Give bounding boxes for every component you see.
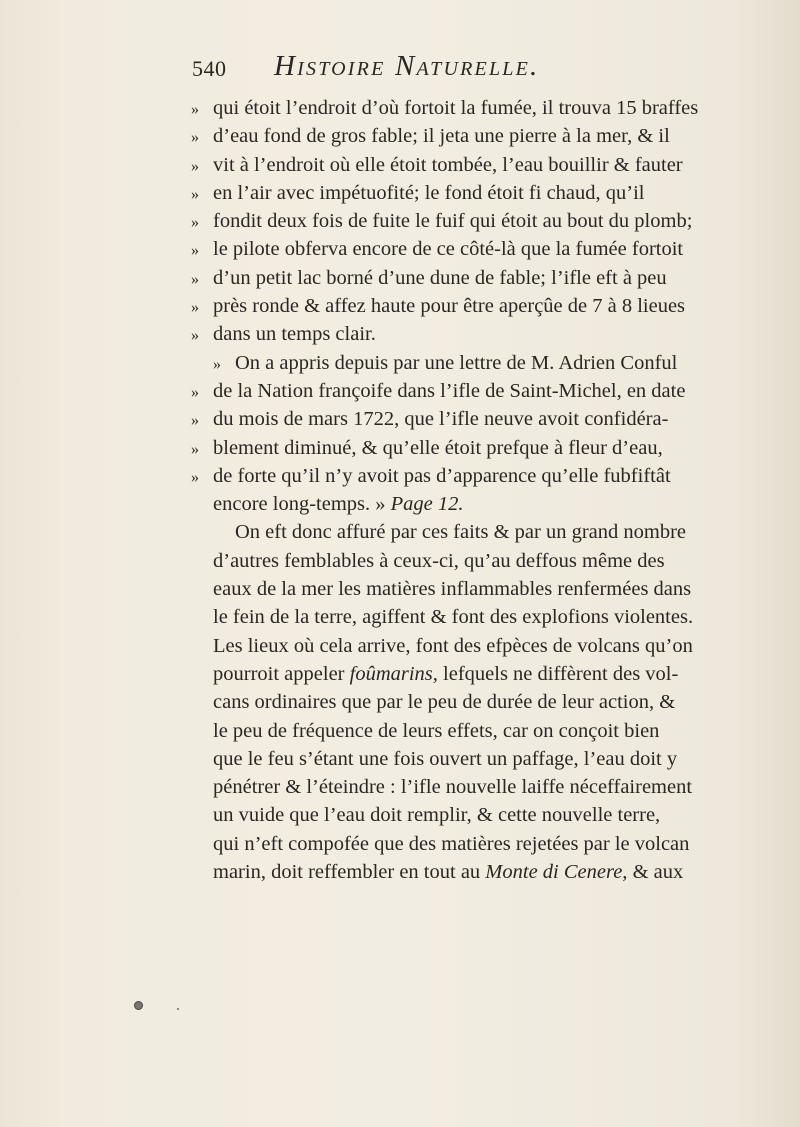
ink-dot-mark: [177, 1008, 179, 1010]
line-text: On eft donc affuré par ces faits & par un grand nombre: [235, 521, 687, 544]
quote-mark: »: [191, 440, 199, 458]
quote-mark: »: [191, 214, 199, 232]
text-line: [213, 518, 743, 546]
text-line: [213, 688, 743, 716]
italic-text: foûmarins,: [349, 662, 438, 685]
quote-mark: »: [191, 129, 199, 147]
text-line: [213, 660, 743, 688]
line-text-after: lefquels ne diffèrent des vol-: [437, 662, 679, 685]
text-line: [191, 264, 743, 292]
line-text: d’autres femblables à ceux-ci, qu’au deffous même des: [213, 549, 665, 572]
quote-mark: »: [191, 157, 199, 175]
text-line: [191, 207, 743, 235]
running-title: Histoire Naturelle.: [274, 50, 540, 82]
quote-mark: »: [191, 468, 199, 486]
line-text: fondit deux fois de fuite le fuif qui étoit au bout du plomb;: [213, 210, 693, 233]
quote-mark: »: [191, 185, 199, 203]
text-line: [213, 632, 743, 660]
quote-mark: »: [191, 101, 199, 118]
text-line: [191, 235, 743, 263]
quote-mark: »: [191, 383, 199, 401]
line-text: le pilote obferva encore de ce côté-là que la fumée fortoit: [213, 238, 684, 261]
line-text: dans un temps clair.: [213, 323, 376, 346]
line-text: d’eau fond de gros fable; il jeta une pierre à la mer, & il: [213, 125, 670, 148]
line-text: de forte qu’il n’y avoit pas d’apparence qu’elle fubfiftât: [213, 464, 671, 487]
text-line: [191, 462, 743, 490]
text-line: [191, 377, 743, 405]
line-text: qui étoit l’endroit d’où fortoit la fumée, il trouva 15 braffes: [213, 97, 699, 119]
text-line: [213, 490, 743, 518]
line-text: que le feu s’étant une fois ouvert un paffage, l’eau doit y: [213, 747, 678, 770]
ink-spot-mark: [134, 1001, 143, 1010]
line-text: cans ordinaires que par le peu de durée de leur action, &: [213, 691, 676, 714]
text-line: [191, 320, 743, 348]
line-text: encore long-temps. »: [213, 493, 391, 516]
line-text: vit à l’endroit où elle étoit tombée, l’eau bouillir & fauter: [213, 153, 683, 176]
text-line: [191, 405, 743, 433]
text-line: [191, 434, 743, 462]
text-line: [213, 830, 743, 858]
quote-mark: »: [191, 412, 199, 430]
line-text-after: & aux: [627, 861, 684, 884]
text-line: [213, 349, 743, 377]
quote-mark: »: [191, 270, 199, 288]
text-line: [213, 547, 743, 575]
text-line: [213, 603, 743, 631]
text-line: [213, 717, 743, 745]
line-text: pénétrer & l’éteindre : l’ifle nouvelle laiffe néceffairement: [213, 776, 693, 799]
line-text: le fein de la terre, agiffent & font des explofions violentes.: [213, 606, 694, 629]
text-line: [191, 151, 743, 179]
text-line: [213, 575, 743, 603]
page-reference: Page 12.: [390, 493, 464, 516]
line-text: d’un petit lac borné d’une dune de fable; l’ifle eft à peu: [213, 266, 667, 289]
quote-mark: »: [191, 299, 199, 317]
page-number: 540: [192, 56, 227, 81]
line-text: le peu de fréquence de leurs effets, car on conçoit bien: [213, 719, 660, 742]
line-text: eaux de la mer les matières inflammables renfermées dans: [213, 578, 692, 601]
line-text: marin, doit reffembler en tout au: [213, 861, 486, 884]
body-text: [191, 94, 743, 886]
line-text: du mois de mars 1722, que l’ifle neuve avoit confidéra-: [213, 408, 669, 431]
line-text: de la Nation françoife dans l’ifle de Saint-Michel, en date: [213, 379, 686, 402]
line-text: près ronde & affez haute pour être aperçûe de 7 à 8 lieues: [213, 295, 686, 318]
line-text: blement diminué, & qu’elle étoit prefque à fleur d’eau,: [213, 436, 663, 459]
line-text: Les lieux où cela arrive, font des efpèces de volcans qu’on: [213, 634, 693, 657]
text-line: [213, 801, 743, 829]
quote-mark: »: [213, 355, 221, 373]
text-line: [191, 179, 743, 207]
italic-text: Monte di Cenere,: [485, 861, 628, 884]
text-line: [191, 122, 743, 150]
quote-mark: »: [191, 242, 199, 260]
line-text: un vuide que l’eau doit remplir, & cette nouvelle terre,: [213, 804, 661, 827]
text-line: [213, 858, 743, 886]
line-text: pourroit appeler: [213, 662, 350, 685]
line-text: On a appris depuis par une lettre de M. Adrien Conful: [235, 351, 678, 374]
line-text: qui n’eft compofée que des matières rejetées par le volcan: [213, 832, 690, 855]
text-line: [213, 773, 743, 801]
text-line: [191, 292, 743, 320]
quote-mark: »: [191, 327, 199, 345]
text-line: [191, 94, 743, 122]
text-line: [213, 745, 743, 773]
page-header: [192, 50, 752, 82]
line-text: en l’air avec impétuofité; le fond étoit fi chaud, qu’il: [213, 181, 645, 204]
